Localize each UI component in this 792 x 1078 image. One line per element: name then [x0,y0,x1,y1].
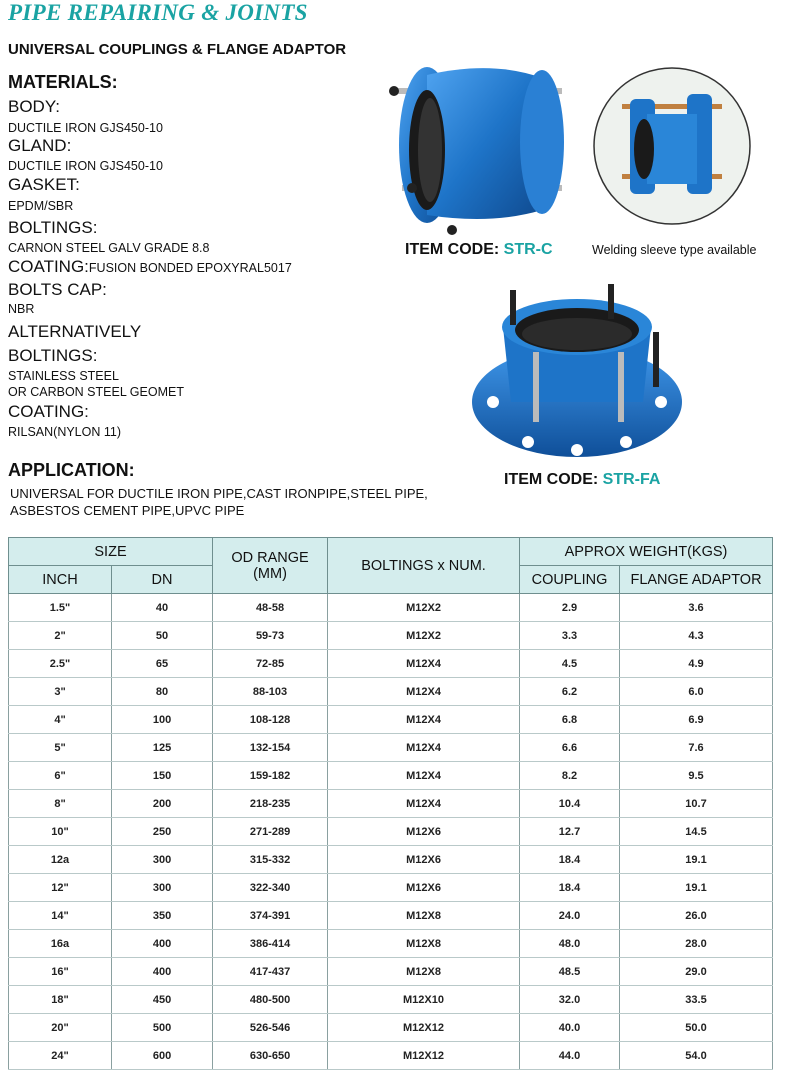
cell-od: 59-73 [213,622,328,650]
dn-header: DN [112,566,213,594]
cell-flange: 7.6 [620,734,773,762]
cell-dn: 250 [112,818,213,846]
table-row [9,958,773,986]
inch-header: INCH [9,566,112,594]
cell-bolt: M12X8 [328,902,520,930]
cell-coupling: 2.9 [520,594,620,622]
cell-dn: 450 [112,986,213,1014]
cell-od: 630-650 [213,1042,328,1070]
coating-label: COATING: [8,257,89,276]
cell-flange: 19.1 [620,846,773,874]
page-title: PIPE REPAIRING & JOINTS [8,0,308,25]
cell-inch: 24" [9,1042,112,1070]
weight-header: APPROX WEIGHT(KGS) [520,538,773,566]
cell-dn: 150 [112,762,213,790]
cell-flange: 26.0 [620,902,773,930]
coupling-item-code [405,241,553,259]
cell-flange: 29.0 [620,958,773,986]
cell-coupling: 6.8 [520,706,620,734]
cell-bolt: M12X4 [328,734,520,762]
table-row [9,874,773,902]
spec-table [8,537,773,1070]
cell-flange: 6.0 [620,678,773,706]
welding-sleeve-image [592,64,752,229]
cell-dn: 400 [112,958,213,986]
welding-note: Welding sleeve type available [592,243,757,257]
table-row [9,986,773,1014]
cell-inch: 10" [9,818,112,846]
page-subtitle: UNIVERSAL COUPLINGS & FLANGE ADAPTOR [8,41,347,58]
cell-inch: 14" [9,902,112,930]
boltings-value: CARNON STEEL GALV GRADE 8.8 [8,241,210,255]
cell-flange: 33.5 [620,986,773,1014]
table-row [9,734,773,762]
body-value: DUCTILE IRON GJS450-10 [8,121,163,135]
cell-inch: 2" [9,622,112,650]
cell-od: 386-414 [213,930,328,958]
application-line-2: ASBESTOS CEMENT PIPE,UPVC PIPE [10,502,245,518]
cell-bolt: M12X12 [328,1014,520,1042]
cell-bolt: M12X2 [328,622,520,650]
cell-inch: 8" [9,790,112,818]
cell-inch: 1.5" [9,594,112,622]
cell-flange: 4.9 [620,650,773,678]
od-range-unit: (MM) [253,565,287,582]
cell-od: 159-182 [213,762,328,790]
gasket-value: EPDM/SBR [8,199,74,213]
table-row [9,678,773,706]
application-heading: APPLICATION: [8,460,135,480]
cell-od: 88-103 [213,678,328,706]
boltings-label: BOLTINGS: [8,218,98,237]
cell-coupling: 44.0 [520,1042,620,1070]
cell-dn: 600 [112,1042,213,1070]
alt-boltings-value-1: STAINLESS STEEL [8,369,119,383]
spec-table-body [9,594,773,1070]
table-row [9,1014,773,1042]
od-range-label: OD RANGE [231,549,309,566]
cell-inch: 3" [9,678,112,706]
cell-flange: 4.3 [620,622,773,650]
cell-flange: 54.0 [620,1042,773,1070]
cell-coupling: 6.6 [520,734,620,762]
cell-dn: 80 [112,678,213,706]
cell-dn: 350 [112,902,213,930]
cell-inch: 6" [9,762,112,790]
table-row [9,902,773,930]
cell-coupling: 4.5 [520,650,620,678]
coupling-image [382,50,582,235]
cell-bolt: M12X6 [328,874,520,902]
cell-od: 271-289 [213,818,328,846]
cell-od: 480-500 [213,986,328,1014]
application-line-1: UNIVERSAL FOR DUCTILE IRON PIPE,CAST IRONPIPE,STEEL PIPE, [10,486,428,501]
bolts-cap-value: NBR [8,302,35,316]
cell-coupling: 8.2 [520,762,620,790]
cell-flange: 28.0 [620,930,773,958]
coupling-header: COUPLING [520,566,620,594]
bolts-cap-label: BOLTS CAP: [8,280,107,299]
cell-od: 72-85 [213,650,328,678]
table-row [9,622,773,650]
cell-bolt: M12X4 [328,650,520,678]
cell-inch: 12" [9,874,112,902]
coupling-code-label: ITEM CODE: [405,241,500,258]
cell-coupling: 12.7 [520,818,620,846]
cell-inch: 16a [9,930,112,958]
cell-inch: 18" [9,986,112,1014]
cell-inch: 12a [9,846,112,874]
cell-inch: 16" [9,958,112,986]
cell-dn: 100 [112,706,213,734]
alt-boltings-value-2: OR CARBON STEEL GEOMET [8,385,184,399]
cell-coupling: 18.4 [520,846,620,874]
cell-bolt: M12X6 [328,818,520,846]
table-row [9,930,773,958]
alternatively-label: ALTERNATIVELY [8,322,142,341]
table-row [9,706,773,734]
cell-flange: 10.7 [620,790,773,818]
cell-inch: 5" [9,734,112,762]
od-range-header [213,538,328,594]
cell-od: 322-340 [213,874,328,902]
coupling-code-value: STR-C [503,241,553,258]
table-row [9,594,773,622]
cell-flange: 50.0 [620,1014,773,1042]
boltings-header: BOLTINGS x NUM. [328,538,520,594]
cell-inch: 20" [9,1014,112,1042]
table-row [9,846,773,874]
cell-dn: 200 [112,790,213,818]
cell-dn: 500 [112,1014,213,1042]
cell-coupling: 40.0 [520,1014,620,1042]
cell-bolt: M12X4 [328,706,520,734]
cell-bolt: M12X8 [328,958,520,986]
cell-flange: 6.9 [620,706,773,734]
gasket-label: GASKET: [8,175,80,194]
cell-coupling: 32.0 [520,986,620,1014]
coating-value: FUSION BONDED EPOXYRAL5017 [88,261,292,275]
table-row [9,762,773,790]
gland-value: DUCTILE IRON GJS450-10 [8,159,163,173]
cell-bolt: M12X8 [328,930,520,958]
cell-dn: 50 [112,622,213,650]
body-label: BODY: [8,97,60,116]
gland-label: GLAND: [8,136,72,155]
cell-od: 374-391 [213,902,328,930]
cell-coupling: 18.4 [520,874,620,902]
cell-bolt: M12X4 [328,790,520,818]
cell-inch: 2.5" [9,650,112,678]
cell-od: 315-332 [213,846,328,874]
cell-dn: 40 [112,594,213,622]
cell-od: 417-437 [213,958,328,986]
materials-heading: MATERIALS: [8,72,118,92]
cell-od: 132-154 [213,734,328,762]
cell-od: 526-546 [213,1014,328,1042]
cell-od: 218-235 [213,790,328,818]
flange-code-label: ITEM CODE: [504,471,599,488]
table-row [9,790,773,818]
cell-dn: 125 [112,734,213,762]
flange-adaptor-image [468,282,686,472]
table-row [9,818,773,846]
cell-flange: 19.1 [620,874,773,902]
cell-dn: 300 [112,846,213,874]
cell-coupling: 48.0 [520,930,620,958]
table-row [9,1042,773,1070]
cell-bolt: M12X2 [328,594,520,622]
cell-bolt: M12X4 [328,678,520,706]
size-header: SIZE [9,538,213,566]
cell-coupling: 10.4 [520,790,620,818]
coating-row [8,257,292,277]
alt-coating-value: RILSAN(NYLON 11) [8,425,121,439]
table-row [9,650,773,678]
cell-flange: 9.5 [620,762,773,790]
cell-coupling: 6.2 [520,678,620,706]
cell-coupling: 48.5 [520,958,620,986]
alt-boltings-label: BOLTINGS: [8,346,98,365]
cell-flange: 3.6 [620,594,773,622]
application-text [10,486,428,519]
flange-code-value: STR-FA [602,471,661,488]
cell-bolt: M12X12 [328,1042,520,1070]
cell-coupling: 3.3 [520,622,620,650]
cell-dn: 400 [112,930,213,958]
cell-dn: 65 [112,650,213,678]
cell-bolt: M12X10 [328,986,520,1014]
flange-header: FLANGE ADAPTOR [620,566,773,594]
cell-od: 108-128 [213,706,328,734]
cell-od: 48-58 [213,594,328,622]
cell-dn: 300 [112,874,213,902]
cell-coupling: 24.0 [520,902,620,930]
cell-bolt: M12X4 [328,762,520,790]
flange-item-code [504,471,660,489]
cell-bolt: M12X6 [328,846,520,874]
alt-coating-label: COATING: [8,402,89,421]
cell-flange: 14.5 [620,818,773,846]
cell-inch: 4" [9,706,112,734]
